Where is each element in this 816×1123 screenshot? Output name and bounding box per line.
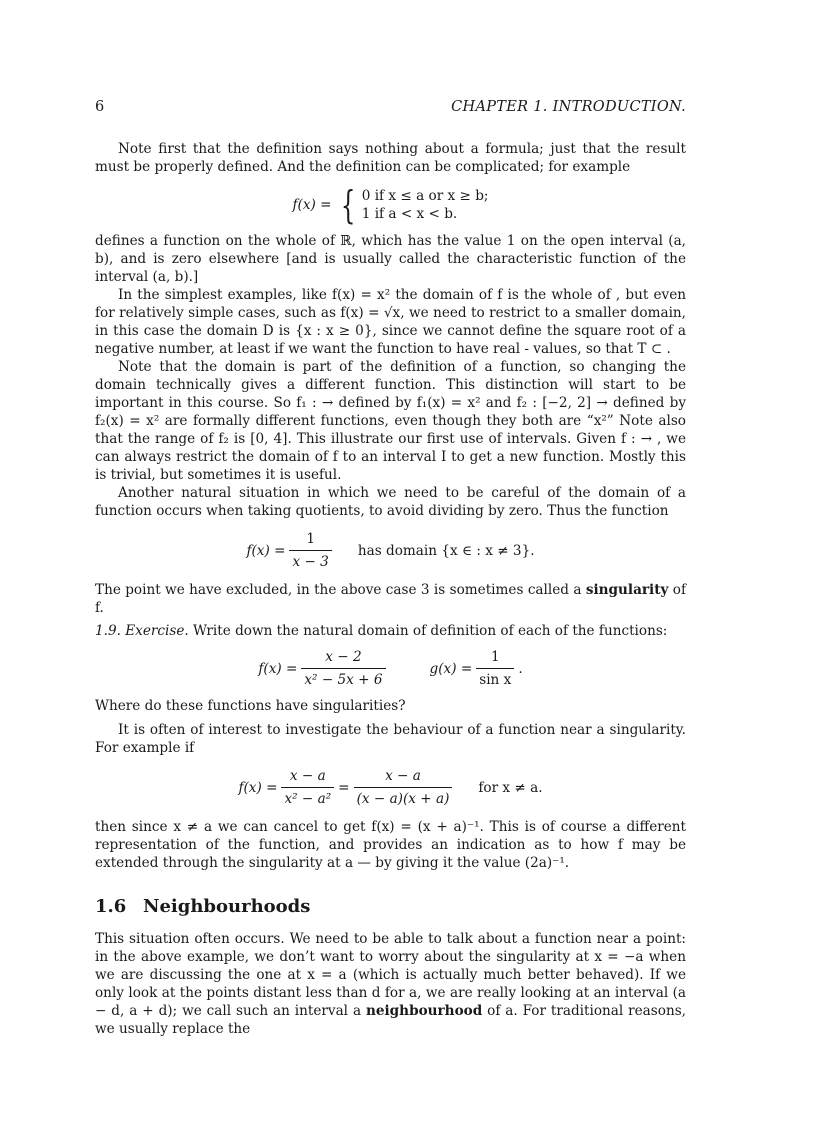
equation-exercise-functions: f(x) = $\frac{x - 2}{\text{x² − 5x + 6}}$ g(x) = $\frac{1}{\text{sin x}}$ . [258,649,523,688]
page-number: 6 [95,99,105,115]
paragraph-cancel: then since x ≠ a we can cancel to get f(x) = (x + a)⁻¹. This is of course a different representation of the function, and provides an indication as to how f may be extended through the singularity at a — by giving it the value (2a)⁻¹. [95,819,686,871]
fraction [289,530,331,571]
paragraph-question: Where do these functions have singularities? [95,698,406,714]
exercise [95,622,686,640]
term-neighbourhood: neighbourhood [365,1003,483,1019]
fraction-f: $\frac{x - 2}{\text{x² − 5x + 6}}$ [301,648,385,689]
equation-lhs: f(x) = [238,779,278,796]
fraction-1: $\frac{x - a}{\text{x² − a²}}$ [281,767,334,808]
exercise-label: 1.9. Exercise. [95,623,189,639]
piecewise-cases [362,187,489,223]
equation-cancellation: f(x) = $\frac{x - a}{\text{x² − a²}}$ = $\frac{x - a}{(x - a)(x + a)}$ for x ≠ a. [238,768,543,807]
exercise-text: Write down the natural domain of definition of each of the functions: [193,623,668,639]
case-zero: 0 if x ≤ a or x ≥ b; [361,188,489,204]
paragraph-neighbourhoods: This situation often occurs. We need to be able to talk about a function near a point: in the above example, we don’t want to worry about the singularity at x = −a when we are discussing the one at x = a (which is actually much better behaved). If we only look at the points distant less than d for a, we are really looking at an interval (a − d, a + d); we call such an interval a neighbourhood of a. For traditional reasons, we usually replace the [95,931,686,1037]
paragraph-behaviour: It is often of interest to investigate the behaviour of a function near a singularity. For example if [95,722,686,756]
equation-lhs: f(x) = [292,197,332,213]
condition: for x ≠ a. [478,779,543,796]
fraction-g: $\frac{1}{\text{sin x}}$ [476,648,514,689]
section-number: 1.6 [95,896,127,917]
term-singularity: singularity [585,582,669,598]
section-heading [95,898,686,916]
equation-piecewise [95,183,686,227]
paragraph-quotients: Another natural situation in which we need to be careful of the domain of a function occurs when taking quotients, to avoid dividing by zero. Thus the function [95,485,686,519]
left-brace: { [340,183,355,227]
chapter-title: CHAPTER 1. INTRODUCTION. [451,99,686,115]
paragraph-characteristic: defines a function on the whole of ℝ, which has the value 1 on the open interval (a, b), and is zero elsewhere [and is usually called the characteristic function of the interval (a, b).] [95,233,686,285]
fraction-numerator: 1 [306,531,315,547]
equation-lhs: f(x) = [246,542,286,559]
fraction-2: $\frac{x - a}{(x - a)(x + a)}$ [354,767,453,808]
equation-quotient [95,530,686,571]
page-body [95,140,686,1038]
paragraph-definition-note: Note first that the definition says nothing about a formula; just that the result must be properly defined. And the definition can be complicated; for example [95,141,686,175]
case-one: 1 if a < x < b. [361,206,458,222]
paragraph-singularity: The point we have excluded, in the above case 3 is sometimes called a singularity of f. [95,582,686,616]
f-lhs: f(x) = [258,660,298,677]
section-title: Neighbourhoods [143,896,311,917]
paragraph-domain-definition: Note that the domain is part of the definition of a function, so changing the domain technically gives a different function. This distinction will start to be important in this course. So f₁ : → defined by f₁(x) = x² and f₂ : [−2, 2] → defined by f₂(x) = x² are formally different functions, even though they both are “x²” Note also that the range of f₂ is [0, 4]. This illustrate our first use of intervals. Given f : → , we can always restrict the domain of f to an interval I to get a new function. Mostly this is trivial, but sometimes it is useful. [95,359,686,483]
g-lhs: g(x) = [429,660,473,677]
domain-statement: has domain {x ∈ : x ≠ 3}. [357,542,535,559]
paragraph-simplest-examples: In the simplest examples, like f(x) = x² the domain of f is the whole of , but even for relatively simple cases, such as f(x) = √x, we need to restrict to a smaller domain, in this case the domain D is {x : x ≥ 0}, since we cannot define the square root of a negative number, at least if we want the function to have real - values, so that T ⊂ . [95,287,686,357]
fraction-denominator: x − 3 [289,550,331,571]
